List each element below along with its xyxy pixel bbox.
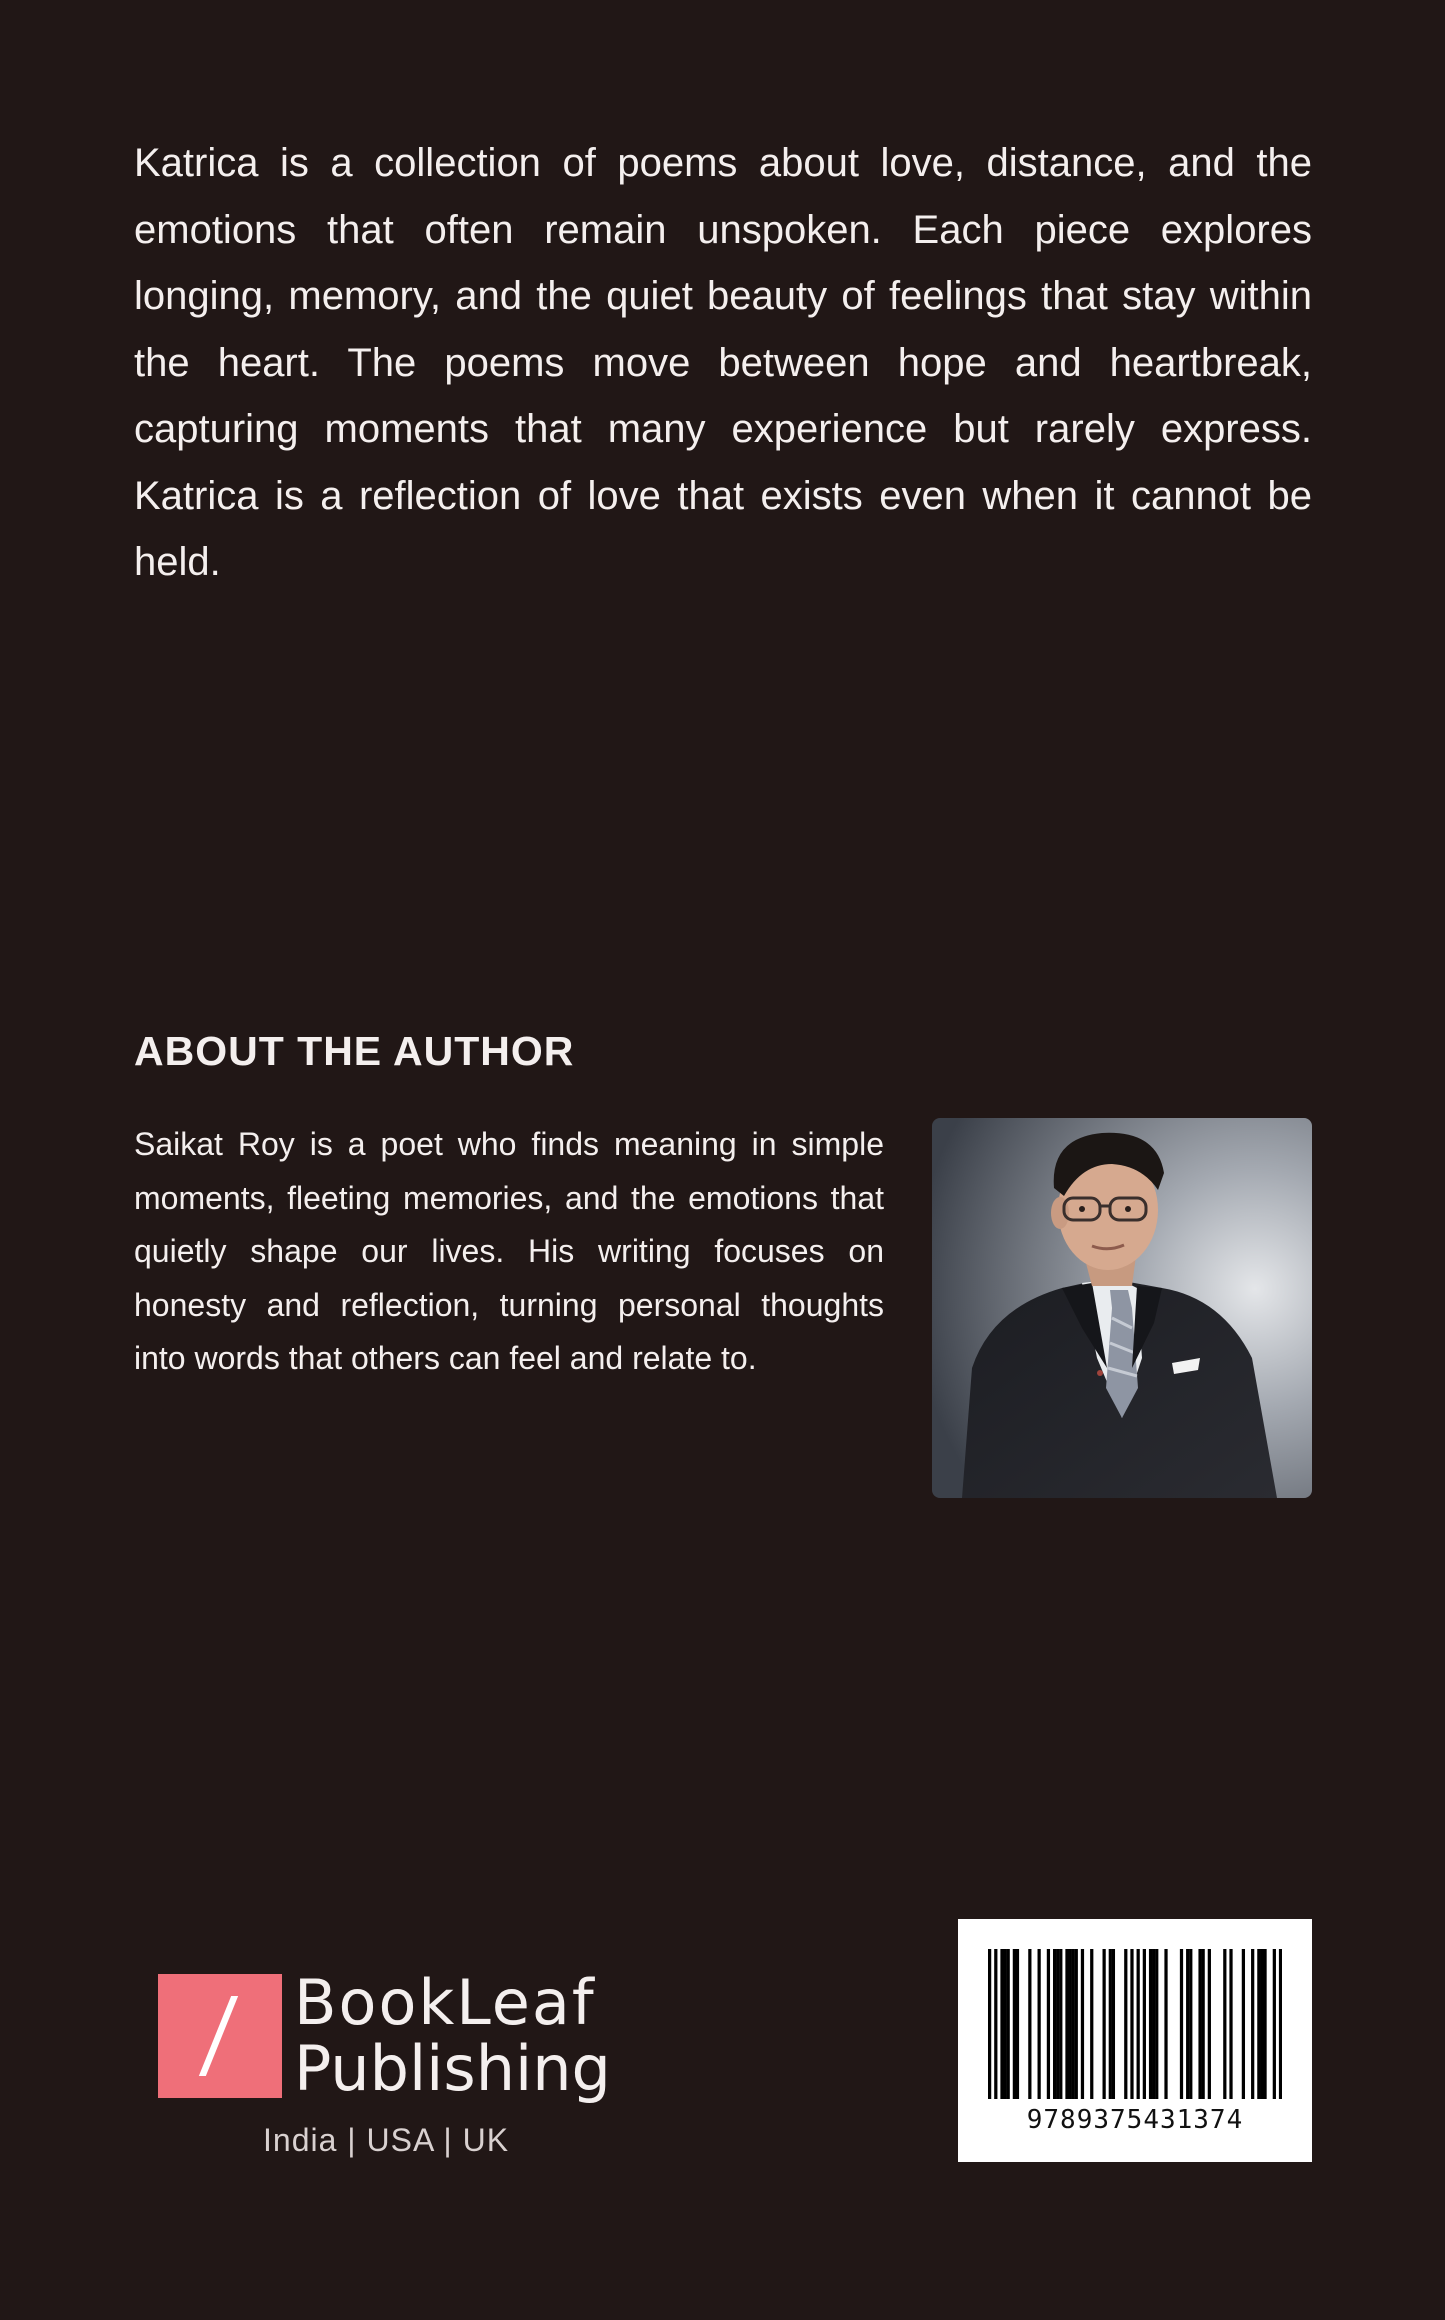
barcode-bar [1149, 1949, 1152, 2099]
about-author-heading: ABOUT THE AUTHOR [134, 1028, 575, 1074]
barcode-bar [1081, 1949, 1084, 2099]
barcode-bar [1056, 1949, 1059, 2099]
barcode-bar [1242, 1949, 1245, 2099]
barcode-bar [1155, 1949, 1158, 2099]
barcode-bar [1103, 1949, 1106, 2099]
barcode-bar [1028, 1949, 1031, 2099]
publisher-logo [158, 1966, 611, 2172]
barcode-bar [1189, 1949, 1192, 2099]
barcode-bar [1223, 1949, 1226, 2099]
barcode-bar [1251, 1949, 1254, 2099]
author-portrait-image [932, 1118, 1312, 1498]
barcode-bar [1072, 1949, 1075, 2099]
isbn-barcode [958, 1919, 1312, 2162]
barcode-bar [1152, 1949, 1155, 2099]
barcode-bar [1257, 1949, 1260, 2099]
barcode-bar [1047, 1949, 1050, 2099]
barcode-bar [1130, 1949, 1133, 2099]
barcode-bar [1273, 1949, 1276, 2099]
barcode-bar [1013, 1949, 1016, 2099]
barcode-bar [1075, 1949, 1078, 2099]
barcode-bar [1143, 1949, 1146, 2099]
publisher-regions: India | USA | UK [263, 2122, 510, 2158]
barcode-bar [1053, 1949, 1056, 2099]
barcode-bars [988, 1949, 1282, 2099]
barcode-bar [1109, 1949, 1112, 2099]
barcode-bar [1065, 1949, 1068, 2099]
barcode-bar [1137, 1949, 1140, 2099]
barcode-bar [1112, 1949, 1115, 2099]
barcode-bar [1186, 1949, 1189, 2099]
barcode-bar [1263, 1949, 1266, 2099]
barcode-bar [1038, 1949, 1041, 2099]
author-bio: Saikat Roy is a poet who finds meaning in simple moments, fleeting memories, and the emotions that quietly shape our lives. His writing focuses on honesty and reflection, turning personal thoughts into words that others can feel and relate to. [134, 1126, 884, 1376]
barcode-bar [1000, 1949, 1003, 2099]
barcode-bar [1007, 1949, 1010, 2099]
barcode-bar [1180, 1949, 1183, 2099]
barcode-bar [1003, 1949, 1006, 2099]
barcode-bar [994, 1949, 997, 2099]
barcode-bar [1208, 1949, 1211, 2099]
barcode-bar [1198, 1949, 1201, 2099]
author-photo [932, 1118, 1312, 1498]
barcode-bar [1016, 1949, 1019, 2099]
barcode-bar [1068, 1949, 1071, 2099]
isbn-number: 9789375431374 [1026, 2105, 1244, 2135]
barcode-bar [1164, 1949, 1167, 2099]
barcode-bar [1090, 1949, 1093, 2099]
publisher-name-line2: Publishing [294, 2032, 611, 2105]
publisher-logo-mark [158, 1974, 282, 2098]
book-blurb: Katrica is a collection of poems about love, distance, and the emotions that often remain unspoken. Each piece explores longing, memory, and the quiet beauty of feelings that stay within the heart. The poems move between hope and heartbreak, capturing moments that many experience but rarely express. Katrica is a reflection of love that exists even when it cannot be held. [134, 141, 1312, 584]
barcode-bar [988, 1949, 991, 2099]
publisher-name-line1: BookLeaf [294, 1966, 596, 2039]
barcode-bar [1124, 1949, 1127, 2099]
barcode-bar [1202, 1949, 1205, 2099]
barcode-bar [1279, 1949, 1282, 2099]
barcode-bar [1059, 1949, 1062, 2099]
barcode-bar [1229, 1949, 1232, 2099]
barcode-bar [1260, 1949, 1263, 2099]
